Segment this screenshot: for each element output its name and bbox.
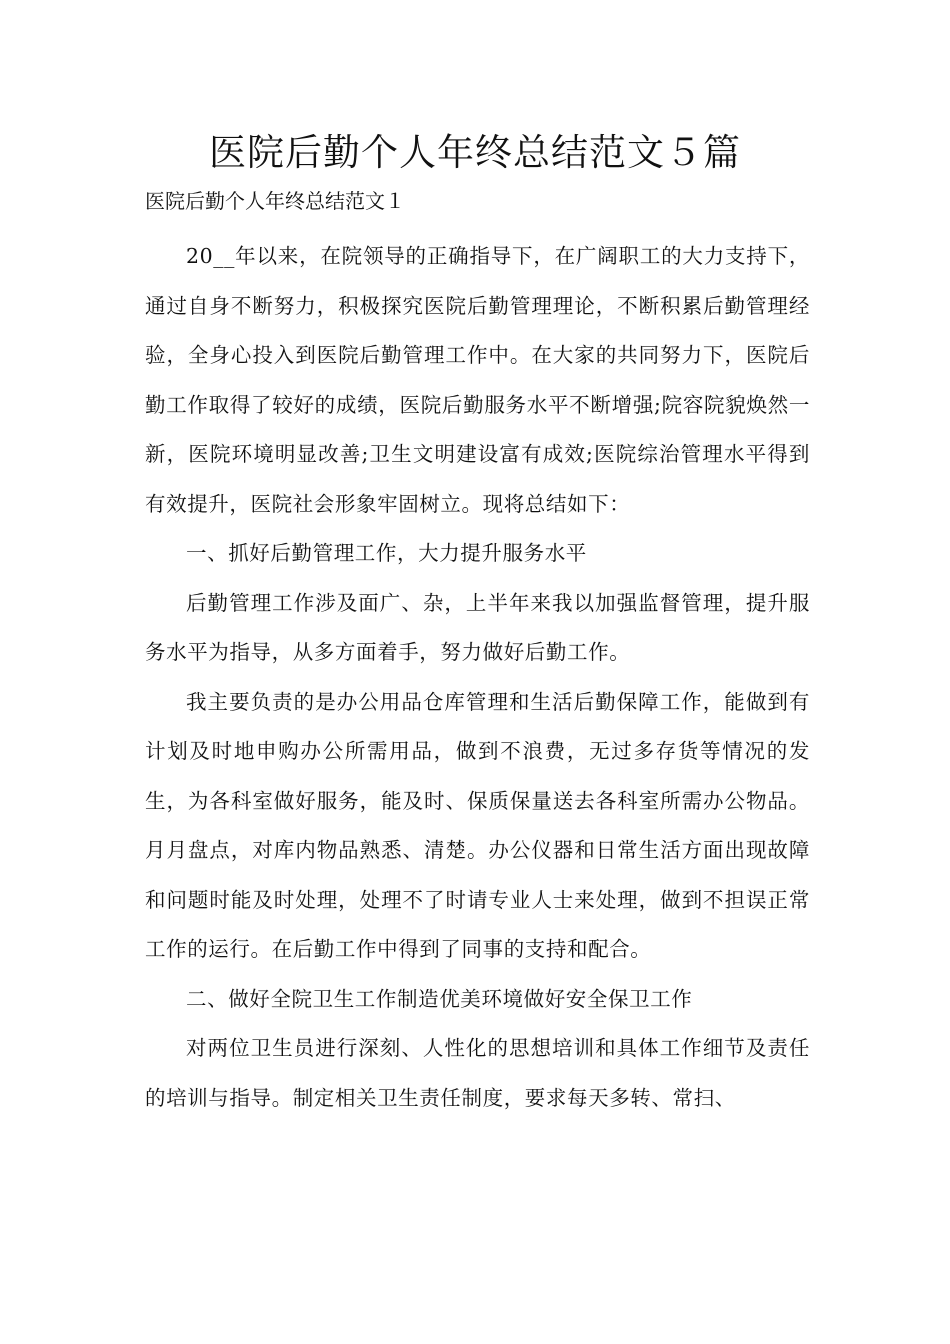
document-body (145, 232, 810, 1123)
paragraph-section2-a: 对两位卫生员进行深刻、人性化的思想培训和具体工作细节及责任的培训与指导。制定相关卫生责任制度，要求每天多转、常扫、 (145, 1036, 810, 1110)
section-heading-1: 一、抓好后勤管理工作，大力提升服务水平 (186, 541, 587, 565)
paragraph-intro: 20__年以来，在院领导的正确指导下，在广阔职工的大力支持下，通过自身不断努力，积极探究医院后勤管理理论，不断积累后勤管理经验，全身心投入到医院后勤管理工作中。在大家的共同努力下，医院后勤工作取得了较好的成绩，医院后勤服务水平不断增强;院容院貌焕然一新，医院环境明显改善;卫生文明建设富有成效;医院综治管理水平得到有效提升，医院社会形象牢固树立。现将总结如下： (145, 244, 810, 516)
section-heading-2: 二、做好全院卫生工作制造优美环境做好安全保卫工作 (186, 986, 693, 1011)
document-title: 医院后勤个人年终总结范文５篇 (209, 131, 741, 174)
document-subtitle: 医院后勤个人年终总结范文１ (145, 189, 405, 213)
paragraph-section1-a: 后勤管理工作涉及面广、杂，上半年来我以加强监督管理，提升服务水平为指导，从多方面着手，努力做好后勤工作。 (145, 590, 810, 664)
paragraph-section1-b: 我主要负责的是办公用品仓库管理和生活后勤保障工作，能做到有计划及时地申购办公所需用品，做到不浪费，无过多存货等情况的发生，为各科室做好服务，能及时、保质保量送去各科室所需办公物品。月月盘点，对库内物品熟悉、清楚。办公仪器和日常生活方面出现故障和问题时能及时处理，处理不了时请专业人士来处理，做到不担误正常工作的运行。在后勤工作中得到了同事的支持和配合。 (145, 689, 810, 961)
